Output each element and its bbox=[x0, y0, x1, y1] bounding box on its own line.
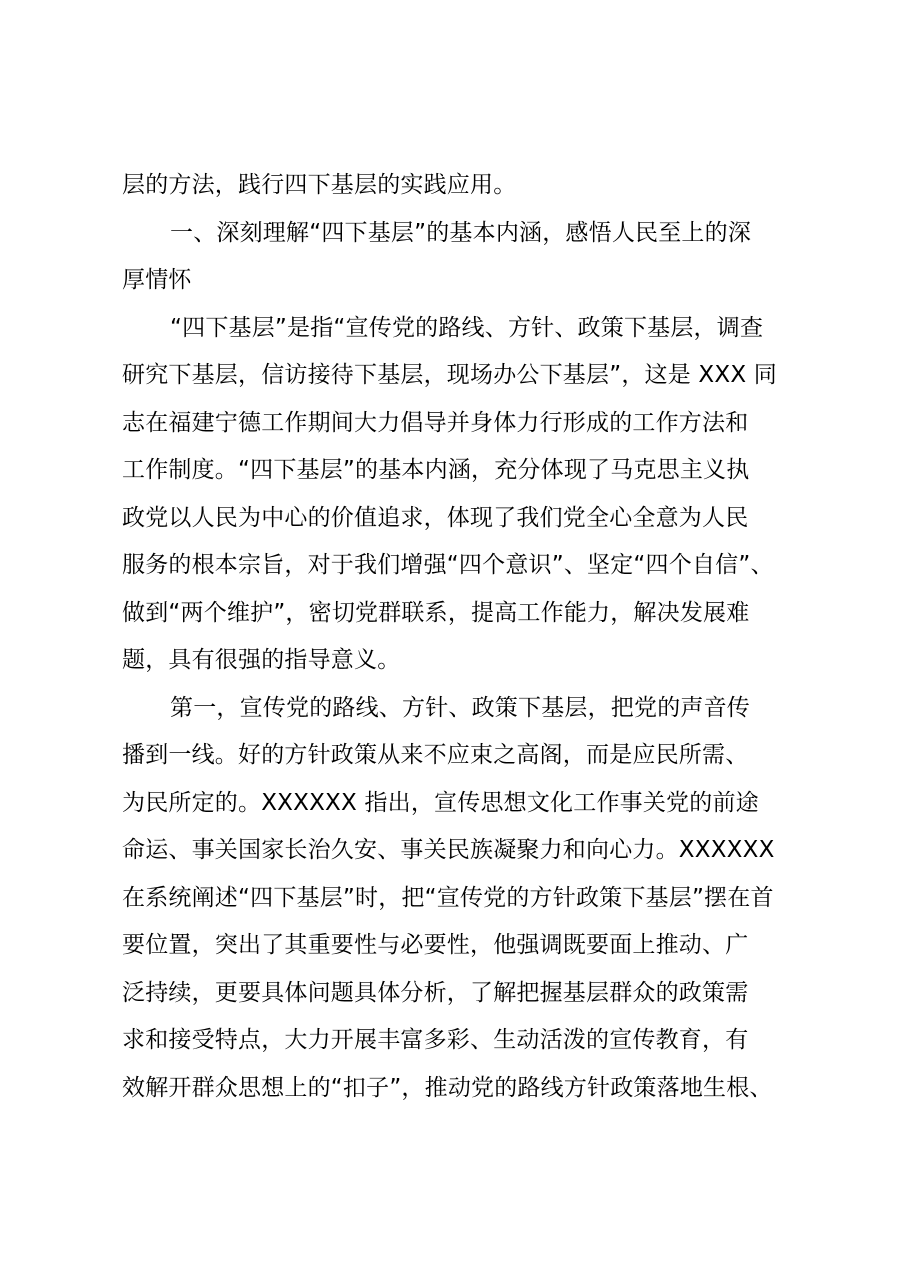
text-line: 在系统阐述“四下基层”时，把“宣传党的方针政策下基层”摆在首 bbox=[122, 884, 774, 911]
text-line: 志在福建宁德工作期间大力倡导并身体力行形成的工作方法和 bbox=[122, 409, 749, 436]
text-line: 研究下基层，信访接待下基层，现场办公下基层”，这是 XXX 同 bbox=[122, 362, 778, 388]
text-line: 泛持续，更要具体问题具体分析，了解把握基层群众的政策需 bbox=[122, 979, 749, 1006]
text-line: 命运、事关国家长治久安、事关民族凝聚力和向心力。XXXXXX bbox=[122, 837, 775, 863]
text-line: 为民所定的。XXXXXX 指出，宣传思想文化工作事关党的前途 bbox=[122, 789, 759, 816]
document-body bbox=[122, 162, 822, 1112]
text-line: 播到一线。好的方针政策从来不应束之高阁，而是应民所需、 bbox=[122, 742, 749, 768]
text-line: 要位置，突出了其重要性与必要性，他强调既要面上推动、广 bbox=[122, 932, 749, 958]
section-heading-line: 一、深刻理解“四下基层”的基本内涵，感悟人民至上的深 bbox=[170, 219, 752, 246]
text-line: 第一，宣传党的路线、方针、政策下基层，把党的声音传 bbox=[170, 694, 750, 721]
text-line: 效解开群众思想上的“扣子”，推动党的路线方针政策落地生根、 bbox=[122, 1074, 773, 1101]
text-line: 政党以人民为中心的价值追求，体现了我们党全心全意为人民 bbox=[122, 504, 749, 531]
text-line: 求和接受特点，大力开展丰富多彩、生动活泼的宣传教育，有 bbox=[122, 1027, 749, 1053]
text-line: “四下基层”是指“宣传党的路线、方针、政策下基层，调查 bbox=[170, 314, 764, 341]
text-line: 层的方法，践行四下基层的实践应用。 bbox=[122, 172, 517, 198]
section-heading-line: 厚情怀 bbox=[122, 267, 192, 293]
text-line: 做到“两个维护”，密切党群联系，提高工作能力，解决发展难 bbox=[122, 599, 750, 626]
text-line: 题，具有很强的指导意义。 bbox=[122, 647, 401, 673]
text-line: 服务的根本宗旨，对于我们增强“四个意识”、坚定“四个自信”、 bbox=[122, 552, 774, 578]
text-line: 工作制度。“四下基层”的基本内涵，充分体现了马克思主义执 bbox=[122, 457, 750, 483]
